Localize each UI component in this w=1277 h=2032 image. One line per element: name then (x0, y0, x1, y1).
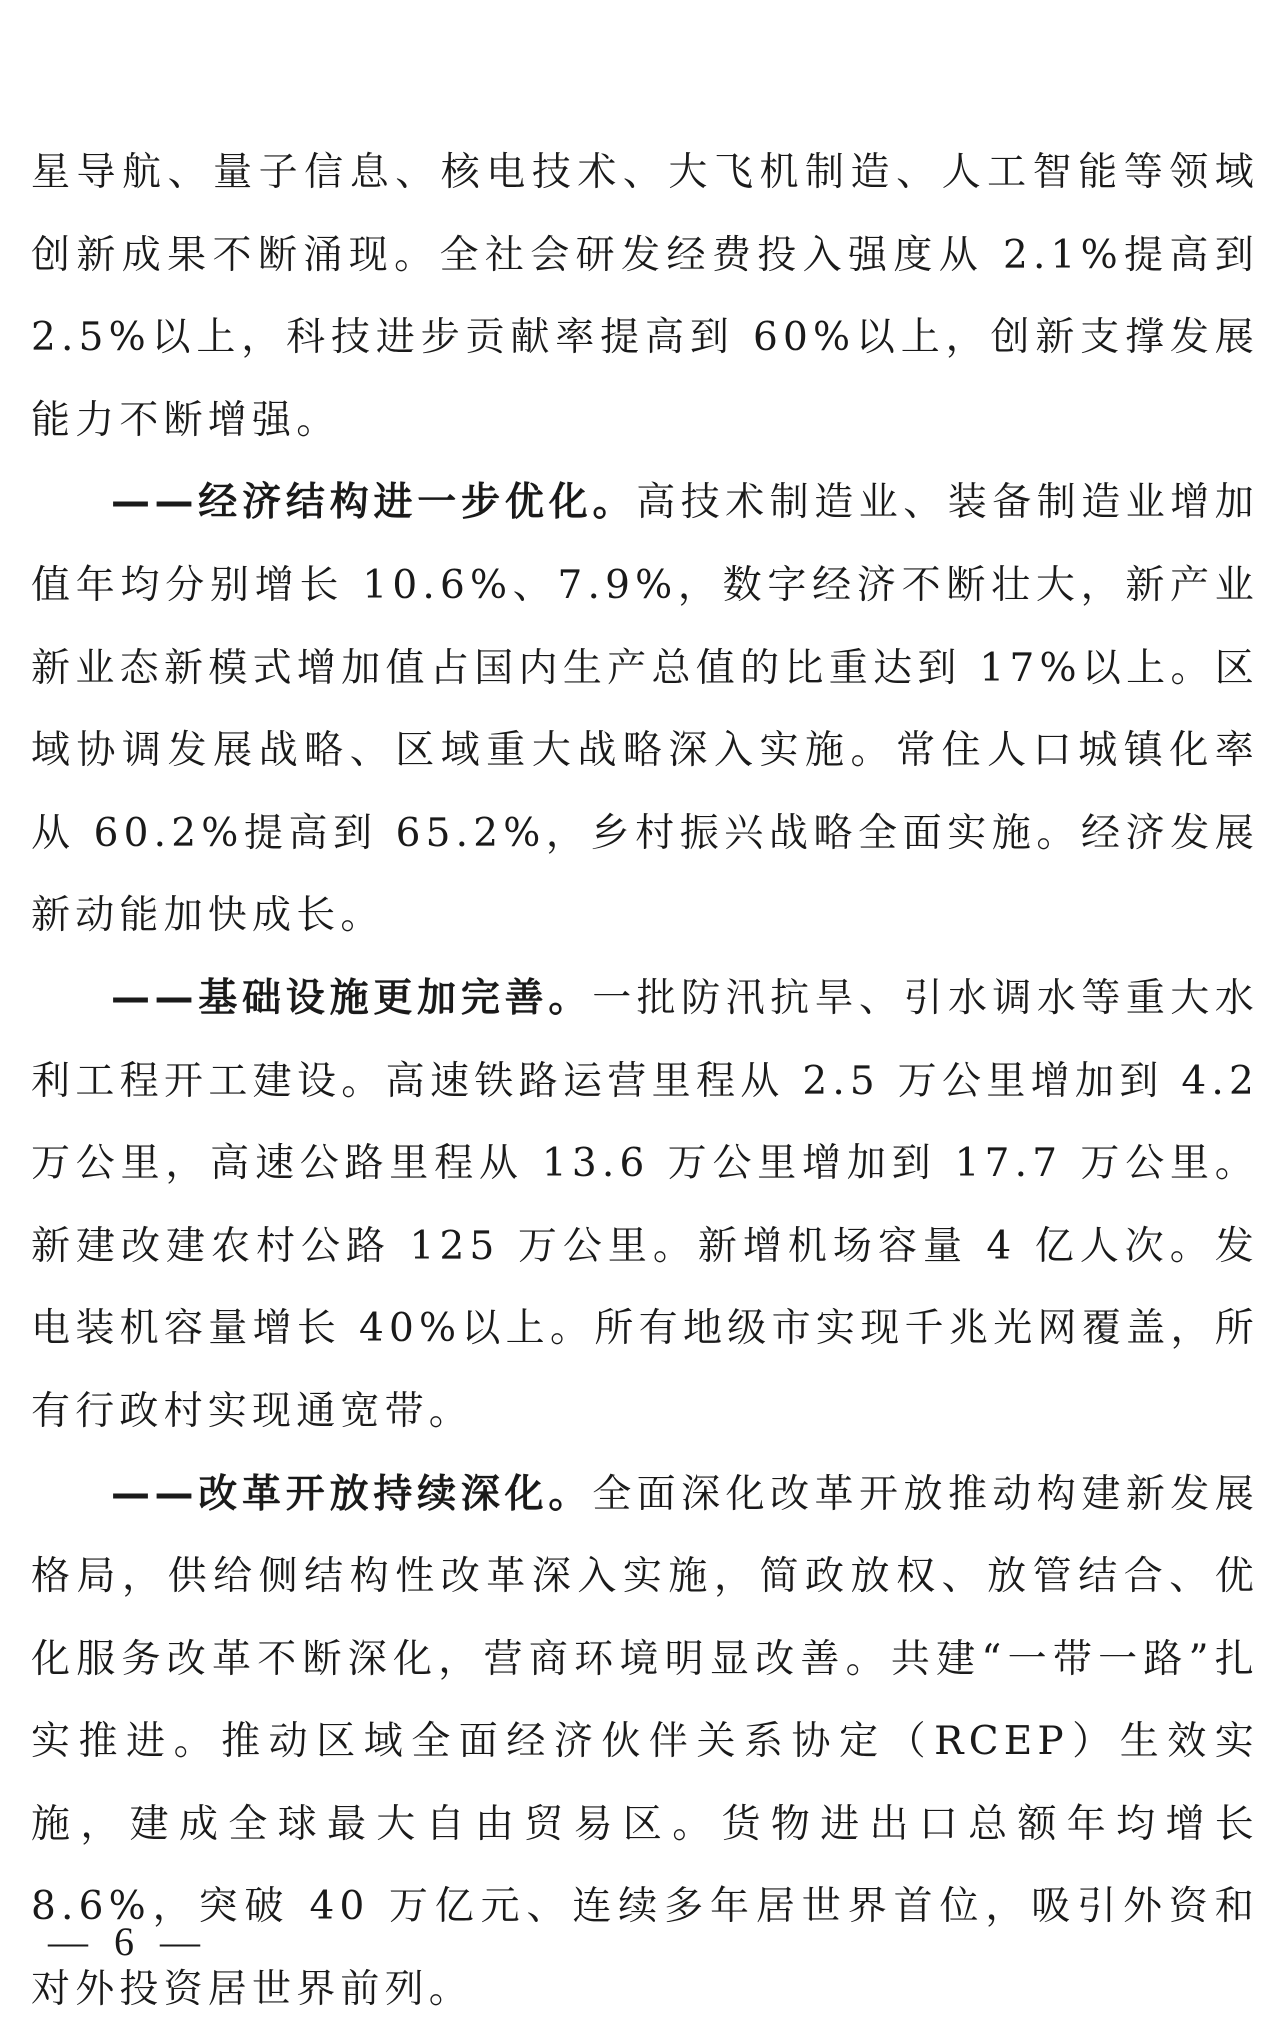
paragraph-text: 高技术制造业、装备制造业增加值年均分别增长 10.6%、7.9%，数字经济不断壮大，新产业新业态新模式增加值占国内生产总值的比重达到 17%以上。区域协调发展战略、区域重大战略深入实施。常住人口城镇化率从 60.2%提高到 65.2%，乡村振兴战略全面实施。经济发展新动能加快成长。 (31, 480, 1259, 939)
paragraph-infrastructure (31, 958, 1259, 1454)
document-body (31, 132, 1259, 2032)
page-number: — 6 — (48, 1919, 208, 1964)
paragraph-text: 星导航、量子信息、核电技术、大飞机制造、人工智能等领域创新成果不断涌现。全社会研发经费投入强度从 2.1%提高到 2.5%以上，科技进步贡献率提高到 60%以上，创新支撑发展能力不断增强。 (31, 150, 1259, 443)
paragraph-heading: ——改革开放持续深化。 (111, 1471, 593, 1517)
paragraph-innovation (31, 132, 1259, 462)
paragraph-economic-structure (31, 462, 1259, 958)
paragraph-text: 一批防汛抗旱、引水调水等重大水利工程开工建设。高速铁路运营里程从 2.5 万公里增加到 4.2 万公里，高速公路里程从 13.6 万公里增加到 17.7 万公里。新建改建农村公路 125 万公里。新增机场容量 4 亿人次。发电装机容量增长 40%以上。所有地级市实现千兆光网覆盖，所有行政村实现通宽带。 (31, 975, 1259, 1434)
paragraph-heading: ——基础设施更加完善。 (111, 975, 593, 1021)
paragraph-reform-opening (31, 1454, 1259, 2032)
paragraph-text: 全面深化改革开放推动构建新发展格局，供给侧结构性改革深入实施，简政放权、放管结合、优化服务改革不断深化，营商环境明显改善。共建“一带一路”扎实推进。推动区域全面经济伙伴关系协定（RCEP）生效实施，建成全球最大自由贸易区。货物进出口总额年均增长 8.6%，突破 40 万亿元、连续多年居世界首位，吸引外资和对外投资居世界前列。 (31, 1471, 1259, 2013)
paragraph-heading: ——经济结构进一步优化。 (111, 480, 637, 526)
